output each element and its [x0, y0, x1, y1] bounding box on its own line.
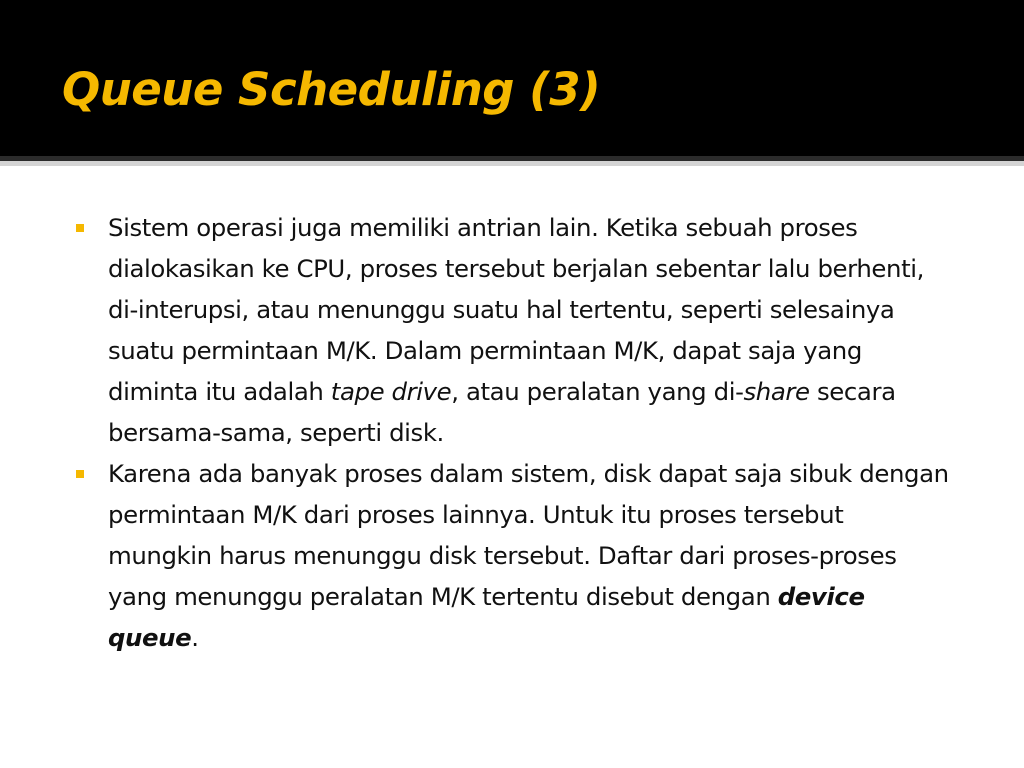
bullet-text-2: [108, 459, 949, 652]
title-divider-light: [0, 161, 1024, 166]
slide-title: Queue Scheduling (3): [62, 63, 601, 116]
bullet-1-text-part-2: , atau peralatan yang di-: [451, 377, 744, 406]
square-bullet-icon: [76, 224, 84, 232]
bullet-2-term-device-queue: device queue: [108, 582, 865, 652]
bullet-list: [70, 207, 950, 658]
bullet-1-text-part-3: secara bersama-sama, seperti disk.: [108, 377, 896, 447]
bullet-text-1: [108, 213, 924, 447]
bullet-1-term-tape-drive: tape drive: [330, 377, 452, 406]
title-bar: [0, 0, 1024, 156]
square-bullet-icon: [76, 470, 84, 478]
bullet-2-text-part-1: Karena ada banyak proses dalam sistem, disk dapat saja sibuk dengan permintaan M/K dari proses lainnya. Untuk itu proses tersebut mungkin harus menunggu disk tersebut. Daftar dari proses-proses yang menunggu peralatan M/K tertentu disebut dengan: [108, 459, 949, 611]
bullet-1-text-part-1: Sistem operasi juga memiliki antrian lain. Ketika sebuah proses dialokasikan ke CPU, proses tersebut berjalan sebentar lalu berhenti, di-interupsi, atau menunggu suatu hal tertentu, seperti selesainya suatu permintaan M/K. Dalam permintaan M/K, dapat saja yang diminta itu adalah: [108, 213, 924, 406]
bullet-1-term-share: share: [743, 377, 810, 406]
bullet-2-text-part-2: .: [191, 623, 199, 652]
bullet-item-1: [70, 207, 950, 453]
bullet-item-2: [70, 453, 950, 658]
